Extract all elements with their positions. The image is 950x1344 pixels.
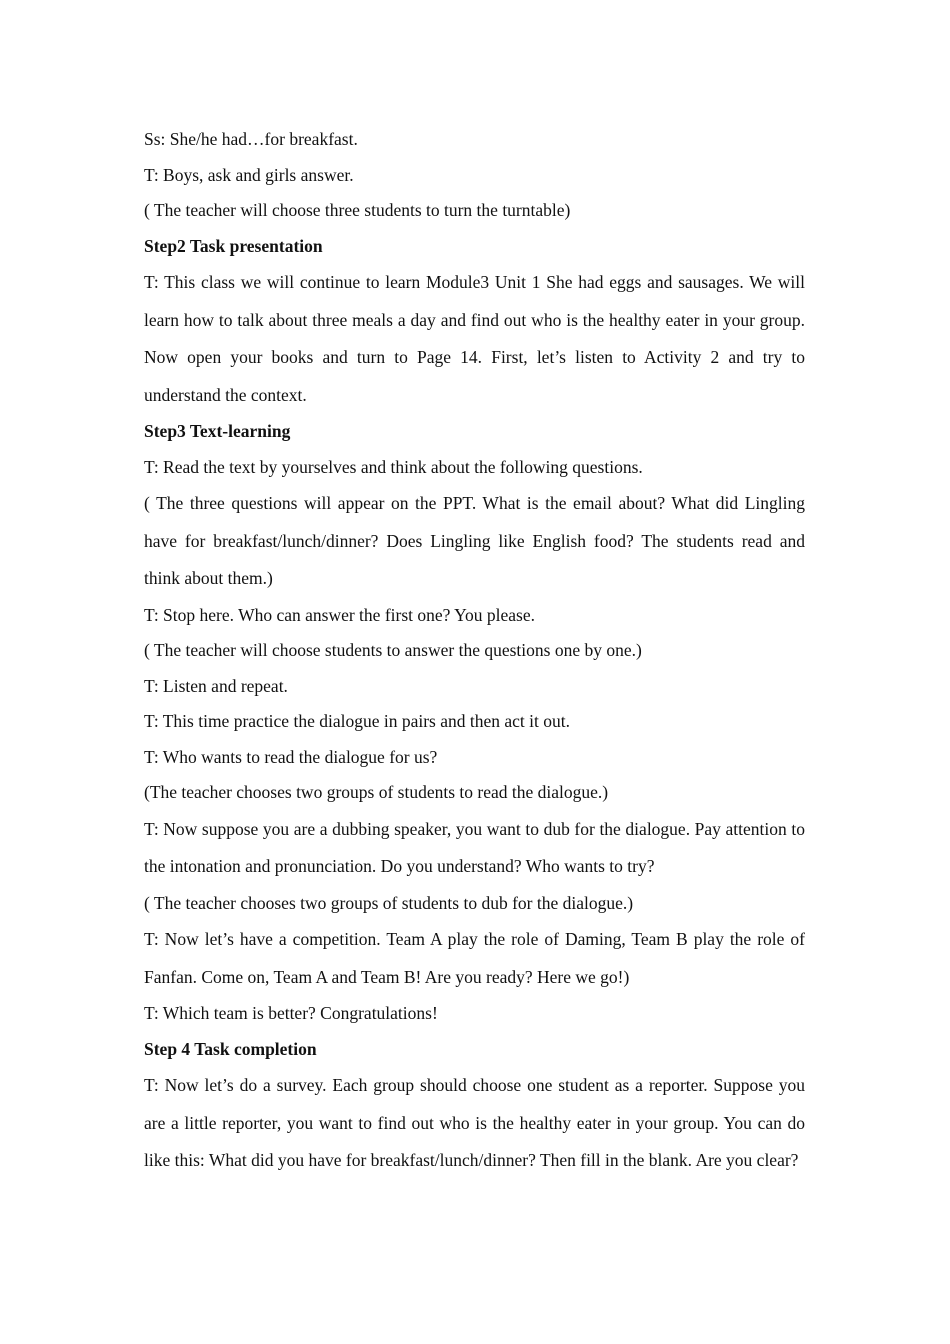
paragraph-teacher-instruction: T: This time practice the dialogue in pairs and then act it out. — [144, 711, 570, 731]
paragraph-task-presentation: T: This class we will continue to learn Module3 Unit 1 She had eggs and sausages. We will learn how to talk about three meals a day and find out who is the healthy eater in your group. Now open your books and turn to Page 14. First, let’s listen to Activity 2 and try to understand the context. — [144, 272, 805, 405]
paragraph-teacher-instruction: T: Who wants to read the dialogue for us? — [144, 746, 438, 767]
paragraph-student-response: Ss: She/he had…for breakfast. — [144, 129, 358, 149]
paragraph-teacher-instruction: T: Now let’s have a competition. Team A play the role of Daming, Team B play the role of Fanfan. Come on, Team A and Team B! Are you ready? Here we go!) — [144, 929, 805, 987]
paragraph-task-completion: T: Now let’s do a survey. Each group should choose one student as a reporter. Suppose you are a little reporter, you want to find out who is the healthy eater in your group. You can do like this: What did you have for breakfast/lunch/dinner? Then fill in the blank. Are you clear? — [144, 1075, 805, 1170]
paragraph-stage-note: ( The teacher will choose three students to turn the turntable) — [144, 200, 571, 220]
section-heading-step3: Step3 Text-learning — [144, 421, 291, 441]
document-body — [144, 122, 805, 1180]
paragraph-stage-note: ( The teacher chooses two groups of students to dub for the dialogue.) — [144, 892, 634, 913]
section-heading-step4: Step 4 Task completion — [144, 1038, 317, 1059]
paragraph-teacher-instruction: T: Which team is better? Congratulations! — [144, 1003, 438, 1023]
section-heading-step2: Step2 Task presentation — [144, 235, 323, 256]
paragraph-teacher-instruction: T: Boys, ask and girls answer. — [144, 164, 354, 185]
paragraph-teacher-instruction: T: Stop here. Who can answer the first one? You please. — [144, 604, 535, 625]
paragraph-stage-note: ( The teacher will choose students to answer the questions one by one.) — [144, 640, 642, 660]
paragraph-stage-note: ( The three questions will appear on the PPT. What is the email about? What did Lingling have for breakfast/lunch/dinner? Does Lingling like English food? The students read and think about them.) — [144, 493, 805, 588]
paragraph-teacher-instruction: T: Read the text by yourselves and think about the following questions. — [144, 456, 643, 477]
paragraph-teacher-instruction: T: Listen and repeat. — [144, 675, 288, 696]
paragraph-stage-note: (The teacher chooses two groups of students to read the dialogue.) — [144, 782, 609, 802]
paragraph-teacher-instruction: T: Now suppose you are a dubbing speaker, you want to dub for the dialogue. Pay attention to the intonation and pronunciation. Do you understand? Who wants to try? — [144, 818, 805, 876]
